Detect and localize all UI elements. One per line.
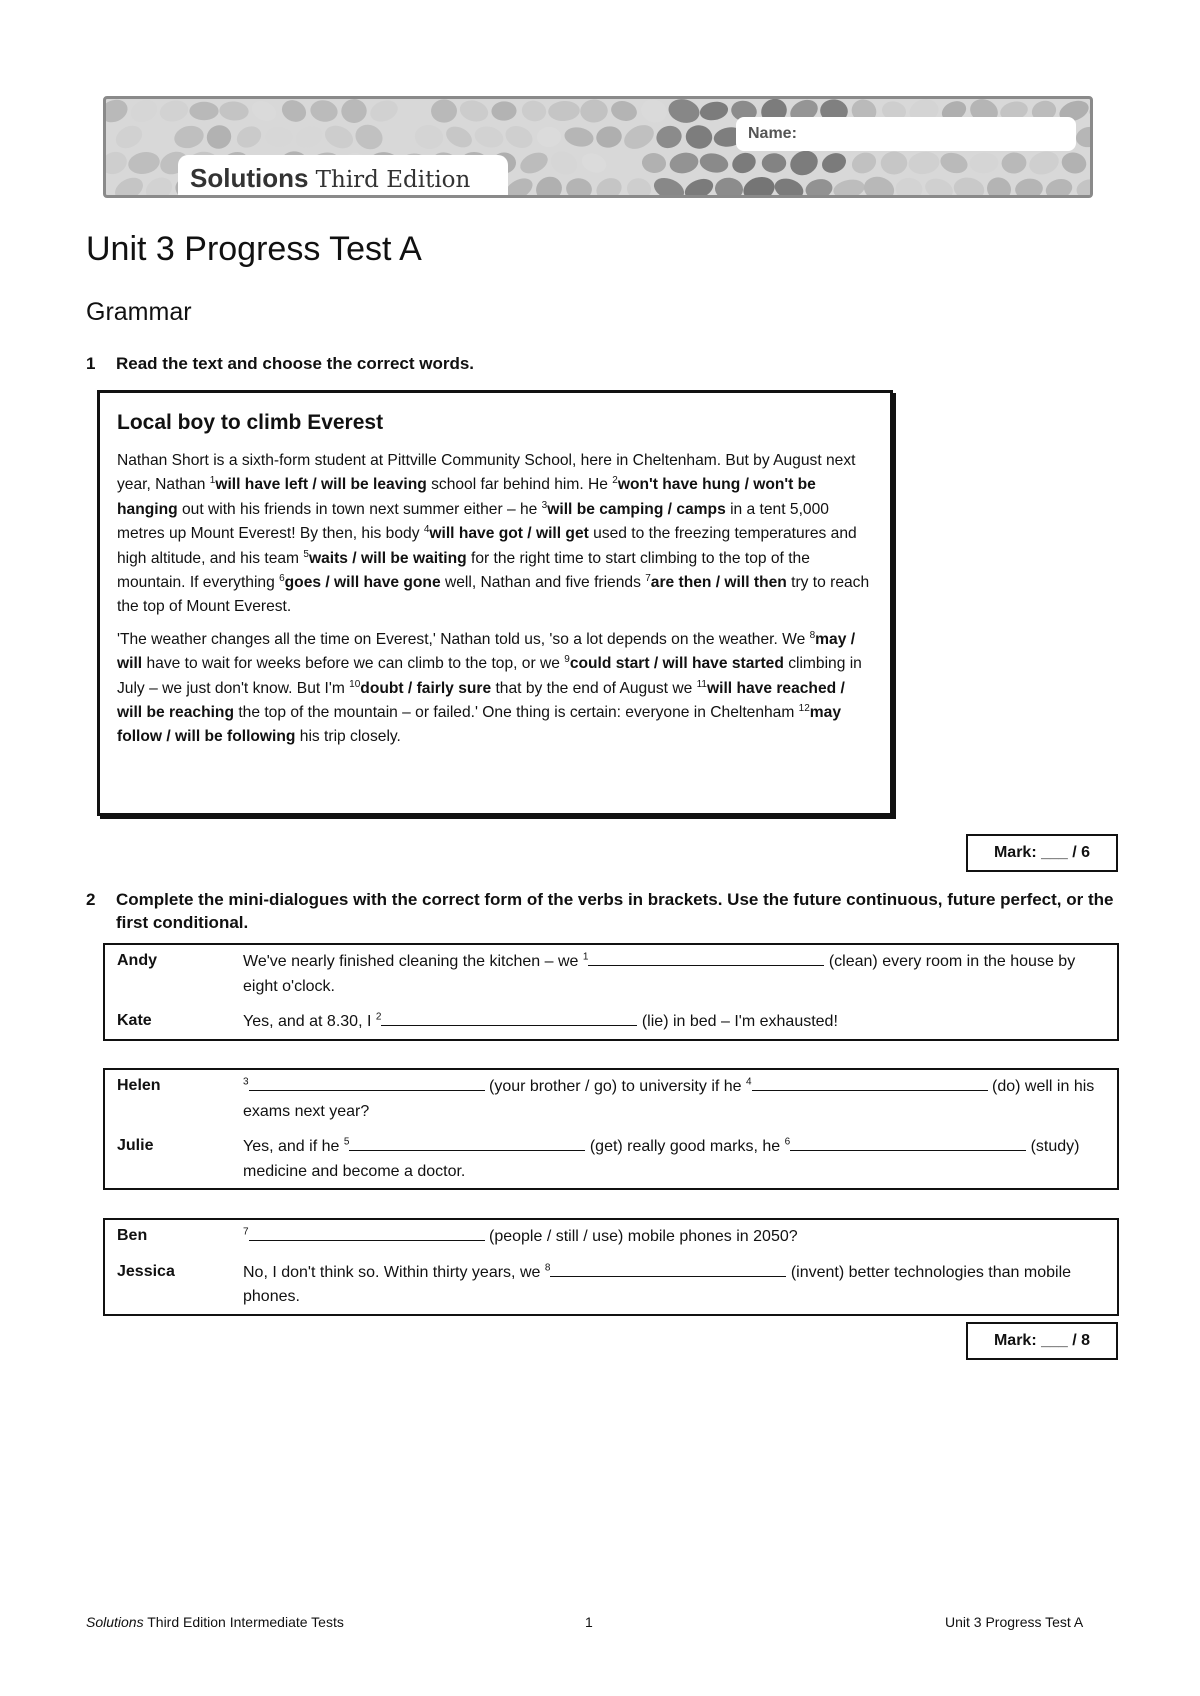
mark-box-q2: Mark: ___ / 8 [966, 1322, 1118, 1360]
dialogue-text [243, 1134, 1117, 1184]
article-text: out with his friends in town next summer either – he [177, 500, 542, 518]
pebble-shape [832, 177, 866, 198]
article-text: his trip closely. [295, 728, 401, 746]
choice-option-12[interactable]: may follow / will be following [117, 704, 842, 746]
pebble-shape [106, 99, 131, 126]
pebble-shape [1014, 177, 1044, 198]
dialogue-segment: We've nearly finished cleaning the kitchen – we [243, 953, 583, 970]
article-text: the top of the mountain – or failed.' One thing is certain: everyone in Cheltenham [233, 704, 799, 722]
pebble-shape [740, 173, 777, 198]
page-title: Unit 3 Progress Test A [86, 230, 422, 268]
item-number: 4 [423, 524, 430, 536]
pebble-shape [772, 175, 806, 198]
dialogue-segment: (your brother / go) to university if he [484, 1078, 747, 1095]
footer-right: Unit 3 Progress Test A [945, 1614, 1084, 1630]
choice-option-4[interactable]: will have got / will get [429, 525, 589, 543]
choice-option-6[interactable]: goes / will have gone [284, 574, 441, 592]
choice-option-9[interactable]: could start / will have started [569, 655, 784, 673]
pebble-shape [609, 99, 639, 124]
dialogue-line [105, 1134, 1117, 1184]
gap-number: 1 [582, 951, 589, 963]
answer-blank-3[interactable] [249, 1074, 485, 1091]
answer-blank-4[interactable] [752, 1074, 988, 1091]
pebble-shape [502, 122, 536, 152]
choice-option-10[interactable]: doubt / fairly sure [360, 679, 492, 697]
pebble-shape [1001, 152, 1028, 175]
dialogue-segment: (get) really good marks, he [585, 1138, 785, 1155]
pebble-shape [158, 99, 191, 124]
footer-italic: Solutions [86, 1614, 144, 1630]
pebble-shape [112, 121, 146, 153]
pebble-shape [654, 123, 685, 151]
pebble-shape [938, 150, 970, 177]
dialogue-segment: (study) medicine and become a doctor. [243, 1138, 1080, 1180]
gap-number: 5 [343, 1136, 350, 1148]
logo-tab [178, 155, 508, 198]
dialogue-line [105, 1009, 1117, 1035]
pebble-shape [111, 173, 147, 198]
pebble-shape [249, 99, 280, 125]
pebble-shape [666, 99, 702, 126]
choice-option-11[interactable]: will have reached / will be reaching [117, 679, 845, 722]
section-heading: Grammar [86, 298, 192, 326]
pebble-shape [698, 99, 729, 122]
dialogue-segment: Yes, and if he [243, 1138, 344, 1155]
name-label: Name: [748, 125, 797, 142]
pebble-shape [804, 177, 834, 198]
dialogue-segment: (do) well in his exams next year? [243, 1078, 1095, 1120]
pebble-shape [638, 99, 671, 126]
pebble-shape [1089, 100, 1093, 121]
answer-blank-1[interactable] [588, 949, 824, 966]
speaker-name: Kate [117, 1012, 152, 1029]
pebble-shape [729, 149, 759, 176]
solutions-logo [190, 163, 470, 194]
pebble-shape [969, 152, 999, 174]
article-text: Nathan Short is a sixth-form student at Pittville Community School, here in Cheltenham. But by August next year, Nathan [117, 452, 856, 494]
pebble-shape [278, 99, 310, 126]
pebble-shape [565, 177, 593, 198]
answer-blank-6[interactable] [790, 1134, 1026, 1151]
gap-number: 7 [243, 1226, 249, 1238]
dialogue-line [105, 1224, 1117, 1250]
pebble-shape [532, 172, 567, 198]
article-text: climbing in July – we just don't know. But I'm [117, 655, 862, 697]
pebble-shape [579, 150, 609, 176]
pebble-shape [880, 151, 907, 175]
article-text: school far behind him. He [426, 476, 613, 494]
article-text: have to wait for weeks before we can climb to the top, or we [142, 655, 565, 673]
pebble-shape [819, 150, 849, 176]
pebble-shape [1074, 125, 1093, 150]
gap-number: 2 [375, 1011, 382, 1023]
answer-blank-8[interactable] [550, 1260, 786, 1277]
pebble-shape [714, 177, 744, 198]
logo-edition: Third Edition [315, 167, 471, 193]
dialogue-segment: (lie) in bed – I'm exhausted! [637, 1013, 838, 1030]
pebble-shape [143, 124, 174, 151]
item-number: 6 [279, 572, 285, 584]
item-number: 5 [303, 548, 309, 560]
article-text: in a tent 5,000 metres up Mount Everest! By then, his body [117, 500, 829, 543]
item-number: 2 [612, 475, 618, 487]
item-number: 1 [209, 475, 216, 487]
instruction-text: Complete the mini-dialogues with the correct form of the verbs in brackets. Use the future continuous, future perfect, or the first conditional. [116, 890, 1114, 932]
pebble-shape [341, 99, 368, 124]
answer-blank-2[interactable] [381, 1009, 637, 1026]
choice-option-2[interactable]: won't have hung / won't be hanging [117, 476, 816, 518]
item-number: 8 [809, 629, 816, 641]
dialogue-text [243, 1074, 1117, 1124]
choice-option-5[interactable]: waits / will be waiting [308, 549, 467, 567]
pebble-shape [142, 173, 176, 198]
choice-option-7[interactable]: are then / will then [650, 574, 787, 592]
pebble-shape [762, 153, 787, 173]
speaker-name: Helen [117, 1077, 161, 1094]
pebble-shape [233, 122, 265, 152]
pebble-shape [352, 121, 387, 154]
item-number: 3 [541, 499, 548, 511]
pebble-shape [536, 126, 561, 147]
gap-number: 8 [544, 1262, 551, 1274]
pebble-shape [861, 173, 897, 198]
dialogue-text [243, 1260, 1117, 1310]
pebble-shape [367, 99, 401, 125]
dialogue-line [105, 1074, 1117, 1124]
pebble-shape [127, 150, 162, 177]
pebble-shape [983, 173, 1015, 198]
pebble-shape [548, 100, 581, 122]
article-text: used to the freezing temperatures and high altitude, and his team [117, 525, 857, 567]
name-field[interactable] [736, 117, 1076, 151]
dialogue-segment: (clean) every room in the house by eight o'clock. [243, 953, 1076, 995]
pebble-shape [106, 148, 130, 178]
pebble-shape [685, 124, 714, 150]
pebble-shape [1043, 176, 1074, 198]
pebble-shape [682, 175, 716, 198]
gap-number: 6 [784, 1136, 791, 1148]
question-number: 1 [86, 354, 96, 373]
dialogue-segment: No, I don't think so. Within thirty years, we [243, 1263, 545, 1281]
logo-bold: Solutions [190, 163, 309, 193]
pebble-shape [620, 120, 658, 153]
choice-option-8[interactable]: may / will [117, 630, 856, 673]
dialogue-line [105, 1260, 1117, 1310]
gap-number: 3 [243, 1076, 249, 1088]
article-text: try to reach the top of Mount Everest. [117, 574, 870, 616]
pebble-shape [321, 121, 356, 152]
dialogue-line [105, 949, 1117, 999]
pebble-shape [517, 149, 551, 178]
pebble-shape [219, 101, 250, 122]
pebble-shape [472, 123, 505, 150]
pebble-shape [593, 174, 625, 198]
article-text: 'The weather changes all the time on Everest,' Nathan told us, 'so a lot depends on the weather. We [117, 630, 810, 648]
pebble-shape [668, 150, 701, 176]
question-2-instruction [86, 888, 1126, 934]
pebble-shape [292, 122, 326, 152]
reading-text-box [97, 390, 893, 816]
pebble-shape [413, 123, 444, 151]
pebble-shape [641, 152, 667, 175]
dialogue-segment: (invent) better technologies than mobile phones. [243, 1263, 1072, 1305]
pebble-shape [922, 175, 955, 198]
pebble-shape [398, 99, 431, 126]
pebble-shape [189, 102, 218, 121]
pebble-shape [127, 99, 161, 126]
article-title: Local boy to climb Everest [117, 411, 384, 434]
pebble-shape [651, 174, 688, 198]
pebble-shape [547, 147, 582, 179]
dialogue-text [243, 1009, 1117, 1035]
pebble-shape [1087, 148, 1093, 179]
speaker-name: Julie [117, 1137, 154, 1154]
choice-option-3[interactable]: will be camping / camps [547, 500, 726, 518]
speaker-name: Jessica [117, 1262, 175, 1280]
item-number: 11 [696, 678, 707, 690]
answer-blank-7[interactable] [249, 1224, 485, 1241]
item-number: 12 [798, 702, 810, 714]
item-number: 10 [349, 678, 361, 690]
pebble-shape [895, 177, 923, 198]
footer-left-text: Third Edition Intermediate Tests [143, 1614, 344, 1630]
dialogue-text [243, 949, 1117, 999]
choice-option-1[interactable]: will have left / will be leaving [215, 476, 427, 494]
dialogue-box-2 [103, 1068, 1119, 1190]
pebble-shape [698, 151, 730, 175]
instruction-text: Read the text and choose the correct words. [116, 354, 475, 373]
pebble-shape [952, 175, 986, 198]
item-number: 9 [564, 654, 570, 666]
dialogue-text [243, 1224, 1117, 1250]
article-text: well, Nathan and five friends [440, 574, 646, 592]
pebble-shape [1026, 148, 1062, 178]
pebble-shape [580, 99, 609, 123]
speaker-name: Ben [117, 1227, 148, 1244]
pebble-shape [172, 123, 206, 151]
article-text: that by the end of August we [491, 679, 697, 697]
answer-blank-5[interactable] [349, 1134, 585, 1151]
dialogue-segment: (people / still / use) mobile phones in 2050? [484, 1228, 798, 1245]
pebble-shape [443, 122, 476, 151]
pebble-shape [1059, 150, 1088, 177]
pebble-shape [431, 99, 458, 123]
article-text: for the right time to start climbing to the top of the mountain. If everything [117, 549, 810, 592]
question-1-instruction [86, 354, 474, 374]
pebble-shape [491, 101, 517, 122]
footer-page-number: 1 [585, 1614, 593, 1630]
pebble-shape [594, 124, 623, 150]
pebble-shape [382, 122, 415, 152]
pebble-shape [203, 121, 235, 153]
pebble-shape [265, 126, 293, 147]
dialogue-segment: Yes, and at 8.30, I [243, 1013, 376, 1030]
pebble-shape [786, 146, 822, 179]
pebble-shape [309, 99, 340, 124]
article-paragraph-2 [117, 628, 874, 750]
speaker-name: Andy [117, 952, 157, 969]
pebble-shape [457, 99, 490, 125]
pebble-shape [520, 99, 548, 123]
pebble-shape [849, 149, 880, 177]
dialogue-box-1 [103, 943, 1119, 1041]
footer-left [86, 1614, 344, 1630]
pebble-shape [608, 151, 640, 176]
gap-number: 4 [746, 1076, 752, 1088]
pebble-shape [1075, 177, 1093, 198]
question-number: 2 [86, 890, 96, 909]
dialogue-box-3 [103, 1218, 1119, 1316]
header-banner [103, 96, 1093, 198]
mark-box-q1: Mark: ___ / 6 [966, 834, 1118, 872]
article-paragraph-1 [117, 449, 874, 620]
pebble-shape [563, 125, 595, 149]
pebble-shape [625, 176, 653, 198]
item-number: 7 [645, 572, 651, 584]
pebble-shape [907, 150, 941, 176]
